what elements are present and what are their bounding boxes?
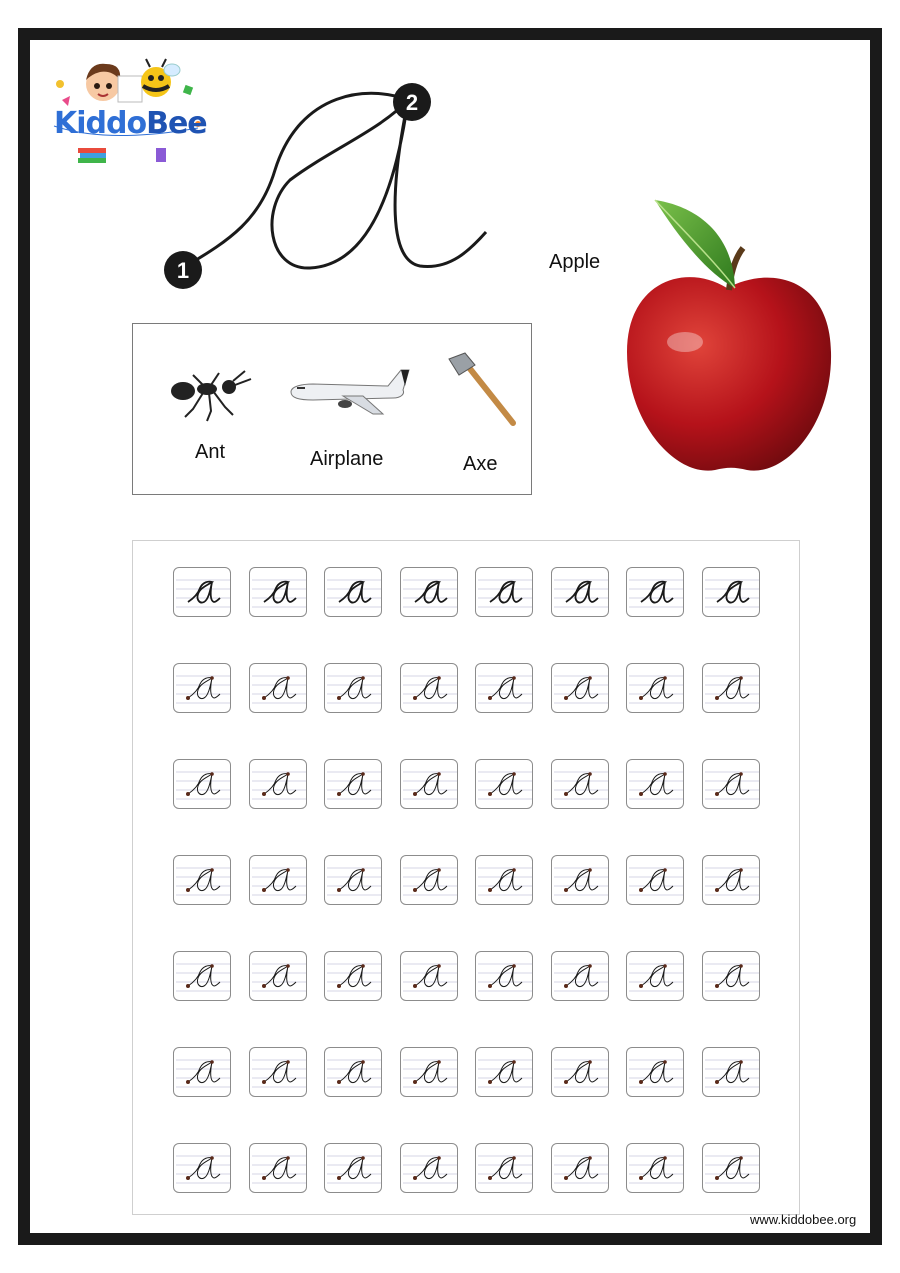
- trace-cell[interactable]: [475, 855, 533, 905]
- trace-cell[interactable]: [551, 759, 609, 809]
- trace-cell-filled[interactable]: [626, 567, 684, 617]
- trace-cell[interactable]: [324, 855, 382, 905]
- trace-cell[interactable]: [400, 1143, 458, 1193]
- trace-cell[interactable]: [324, 663, 382, 713]
- trace-cell-filled[interactable]: [475, 567, 533, 617]
- trace-cell-filled[interactable]: [400, 567, 458, 617]
- trace-cell[interactable]: [551, 951, 609, 1001]
- trace-cell[interactable]: [702, 951, 760, 1001]
- trace-cell[interactable]: [626, 1047, 684, 1097]
- trace-cell-filled[interactable]: [249, 567, 307, 617]
- trace-cell[interactable]: [324, 1047, 382, 1097]
- trace-cell[interactable]: [702, 759, 760, 809]
- trace-cell[interactable]: [249, 951, 307, 1001]
- axe-icon: [443, 349, 523, 429]
- trace-cell[interactable]: [249, 1047, 307, 1097]
- step-2-badge: [393, 83, 431, 121]
- svg-text:2: 2: [405, 90, 419, 115]
- trace-cell[interactable]: [626, 1143, 684, 1193]
- trace-cell[interactable]: [249, 663, 307, 713]
- trace-cell[interactable]: [173, 759, 231, 809]
- trace-cell[interactable]: [249, 1143, 307, 1193]
- trace-cell[interactable]: [551, 663, 609, 713]
- trace-cell-filled[interactable]: [173, 567, 231, 617]
- apple-icon: [615, 192, 845, 482]
- trace-cell[interactable]: [400, 1047, 458, 1097]
- trace-cell[interactable]: [626, 663, 684, 713]
- trace-cell[interactable]: [475, 951, 533, 1001]
- trace-cell[interactable]: [551, 1047, 609, 1097]
- trace-cell[interactable]: [173, 1047, 231, 1097]
- ant-icon: [163, 369, 258, 424]
- trace-cell[interactable]: [400, 951, 458, 1001]
- trace-cell[interactable]: [475, 663, 533, 713]
- trace-cell-filled[interactable]: [551, 567, 609, 617]
- trace-cell[interactable]: [626, 855, 684, 905]
- trace-cell[interactable]: [173, 855, 231, 905]
- trace-cell[interactable]: [702, 855, 760, 905]
- trace-cell-filled[interactable]: [324, 567, 382, 617]
- stroke-2-path: [272, 100, 486, 268]
- step-1-badge: [164, 251, 202, 289]
- trace-cell[interactable]: [475, 759, 533, 809]
- trace-cell[interactable]: [173, 1143, 231, 1193]
- trace-cell[interactable]: [702, 663, 760, 713]
- cursive-letter-guide: [150, 70, 510, 300]
- example-label-ant: Ant: [195, 441, 226, 463]
- trace-cell[interactable]: [702, 1047, 760, 1097]
- stroke-1-path: [186, 93, 408, 266]
- trace-cell-filled[interactable]: [702, 567, 760, 617]
- trace-cell[interactable]: [626, 759, 684, 809]
- trace-cell[interactable]: [702, 1143, 760, 1193]
- trace-cell[interactable]: [249, 759, 307, 809]
- example-label-axe: Axe: [463, 453, 498, 475]
- example-label-airplane: Airplane: [310, 448, 384, 470]
- trace-cell[interactable]: [173, 663, 231, 713]
- trace-cell[interactable]: [324, 951, 382, 1001]
- trace-cell[interactable]: [475, 1143, 533, 1193]
- trace-cell[interactable]: [400, 759, 458, 809]
- svg-text:1: 1: [176, 258, 190, 283]
- trace-cell[interactable]: [551, 855, 609, 905]
- airplane-icon: [283, 364, 413, 419]
- apple-label: Apple: [549, 251, 601, 273]
- trace-cell[interactable]: [249, 855, 307, 905]
- practice-grid: [132, 540, 800, 1215]
- logo-wordmark: KiddoBee: [54, 106, 207, 141]
- trace-cell[interactable]: [551, 1143, 609, 1193]
- trace-cell[interactable]: [173, 951, 231, 1001]
- trace-cell[interactable]: [324, 1143, 382, 1193]
- examples-panel: [132, 323, 532, 495]
- trace-cell[interactable]: [626, 951, 684, 1001]
- trace-cell[interactable]: [400, 855, 458, 905]
- trace-cell[interactable]: [324, 759, 382, 809]
- trace-cell[interactable]: [475, 1047, 533, 1097]
- website-footer: www.kiddobee.org: [750, 1212, 857, 1227]
- trace-cell[interactable]: [400, 663, 458, 713]
